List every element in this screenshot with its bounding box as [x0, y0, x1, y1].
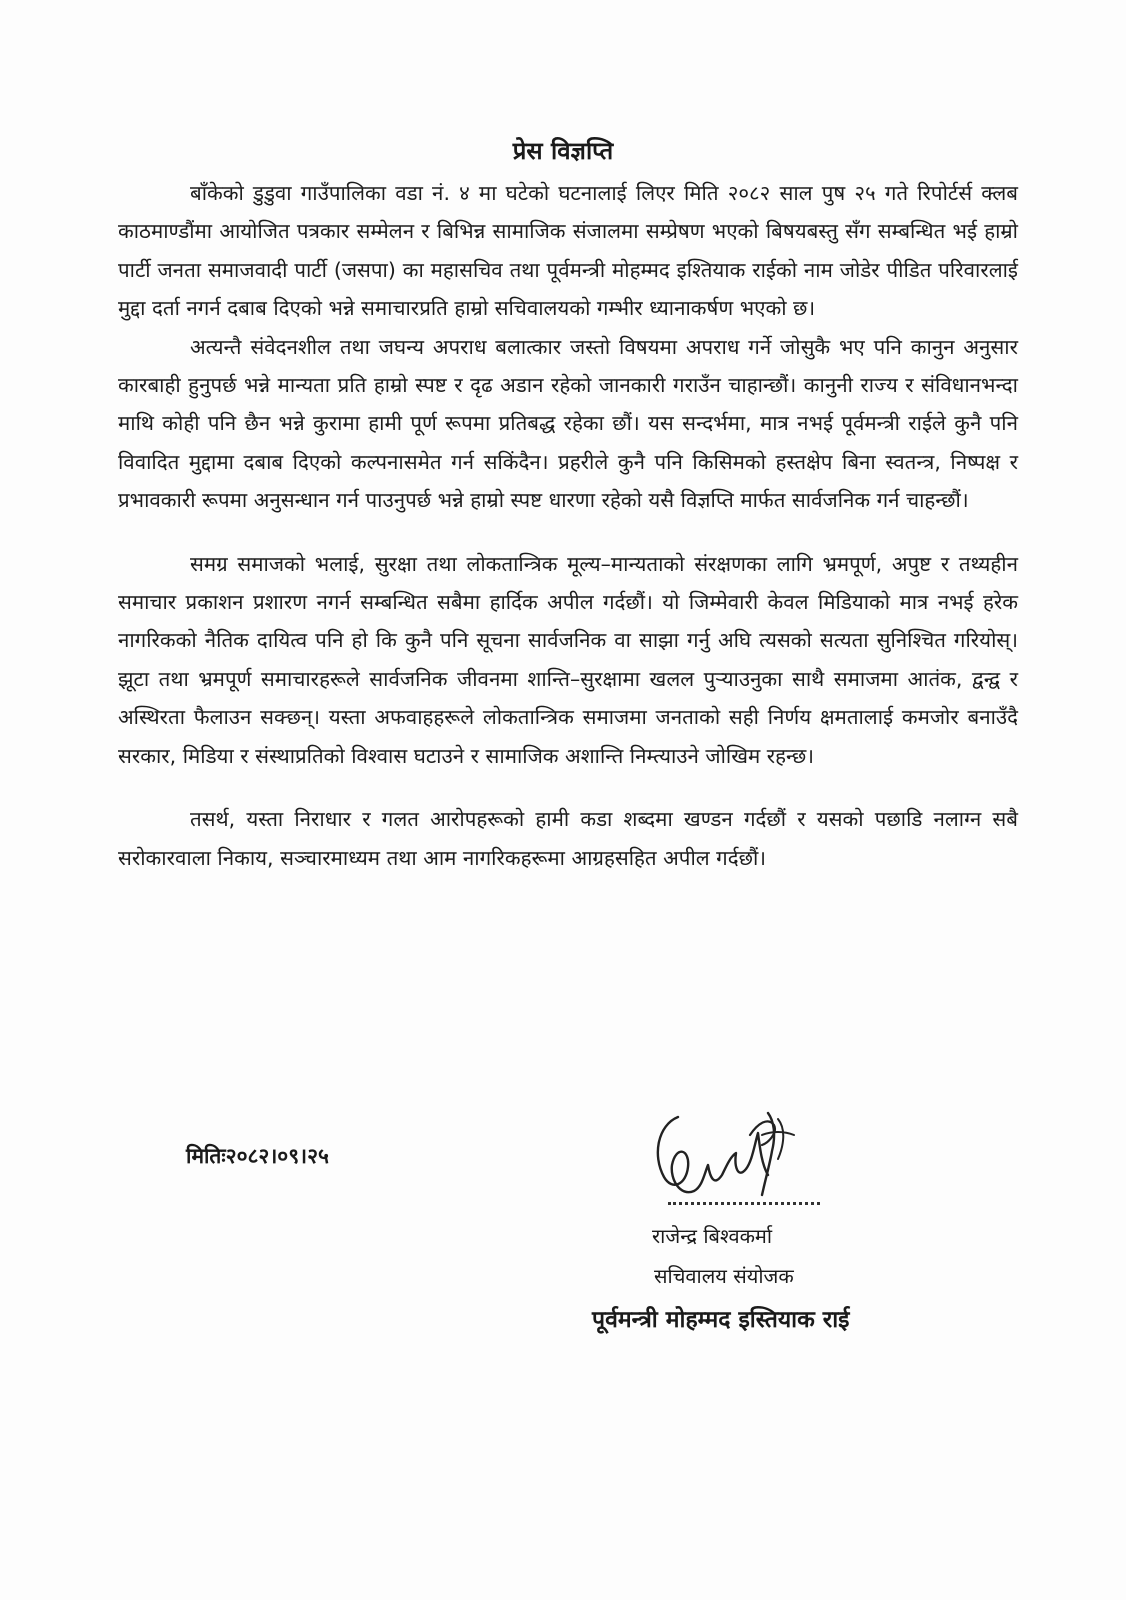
- signer-role: सचिवालय संयोजक: [654, 1264, 794, 1288]
- paragraph-incident: बाँकेको डुडुवा गाउँपालिका वडा नं. ४ मा घटेको घटनालाई लिएर मिति २०८२ साल पुष २५ गते रिपोर्टर्स क्लब काठमाण्डौंमा आयोजित पत्रकार सम्मेलन र बिभिन्न सामाजिक संजालमा सम्प्रेषण भएको बिषयबस्तु सँग सम्बन्धित भई हाम्रो पार्टी जनता समाजवादी पार्टी (जसपा) का महासचिव तथा पूर्वमन्त्री मोहम्मद इश्तियाक राईको नाम जोडेर पीडित परिवारलाई मुद्दा दर्ता नगर्न दबाब दिएको भन्ने समाचारप्रति हाम्रो सचिवालयको गम्भीर ध्यानाकर्षण भएको छ।: [118, 181, 1018, 321]
- signer-organization: पूर्वमन्त्री मोहम्मद इस्तियाक राई: [592, 1307, 850, 1333]
- signature-line: [668, 1202, 820, 1205]
- paragraph-appeal: समग्र समाजको भलाई, सुरक्षा तथा लोकतान्त्रिक मूल्य–मान्यताको संरक्षणका लागि भ्रमपूर्ण, अपुष्ट र तथ्यहीन समाचार प्रकाशन प्रशारण नगर्न सम्बन्धित सबैमा हार्दिक अपील गर्दछौं। यो जिम्मेवारी केवल मिडियाको मात्र नभई हरेक नागरिकको नैतिक दायित्व पनि हो कि कुनै पनि सूचना सार्वजनिक वा साझा गर्नु अघि त्यसको सत्यता सुनिश्चित गरियोस्। झूटा तथा भ्रमपूर्ण समाचारहरूले सार्वजनिक जीवनमा शान्ति–सुरक्षामा खलल पुऱ्याउनुका साथै समाजमा आतंक, द्वन्द्व र अस्थिरता फैलाउन सक्छन्। यस्ता अफवाहहरूले लोकतान्त्रिक समाजमा जनताको सही निर्णय क्षमतालाई कमजोर बनाउँदै सरकार, मिडिया र संस्थाप्रतिको विश्वास घटाउने र सामाजिक अशान्ति निम्त्याउने जोखिम रहन्छ।: [118, 551, 1018, 768]
- paragraph-conclusion: तसर्थ, यस्ता निराधार र गलत आरोपहरूको हामी कडा शब्दमा खण्डन गर्दछौं र यसको पछाडि नलाग्न सबै सरोकारवाला निकाय, सञ्चारमाध्यम तथा आम नागरिकहरूमा आग्रहसहित अपील गर्दछौं।: [118, 807, 1018, 870]
- issue-date: मितिः२०८२।०९।२५: [186, 1144, 329, 1168]
- document-body: [118, 174, 1018, 877]
- signature-mark: [650, 1105, 830, 1215]
- handwritten-signature: [650, 1105, 830, 1215]
- signer-name: राजेन्द्र बिश्वकर्मा: [652, 1224, 773, 1248]
- document-title: प्रेस विज्ञप्ति: [512, 137, 614, 165]
- paragraph-position: अत्यन्तै संवेदनशील तथा जघन्य अपराध बलात्कार जस्तो विषयमा अपराध गर्ने जोसुकै भए पनि कानुन अनुसार कारबाही हुनुपर्छ भन्ने मान्यता प्रति हाम्रो स्पष्ट र दृढ अडान रहेको जानकारी गराउँन चाहान्छौं। कानुनी राज्य र संविधानभन्दा माथि कोही पनि छैन भन्ने कुरामा हामी पूर्ण रूपमा प्रतिबद्ध रहेका छौं। यस सन्दर्भमा, मात्र नभई पूर्वमन्त्री राईले कुनै पनि विवादित मुद्दामा दबाब दिएको कल्पनासमेत गर्न सकिंदैन। प्रहरीले कुनै पनि किसिमको हस्तक्षेप बिना स्वतन्त्र, निष्पक्ष र प्रभावकारी रूपमा अनुसन्धान गर्न पाउनुपर्छ भन्ने हाम्रो स्पष्ट धारणा रहेको यसै विज्ञप्ति मार्फत सार्वजनिक गर्न चाहन्छौं।: [118, 334, 1018, 513]
